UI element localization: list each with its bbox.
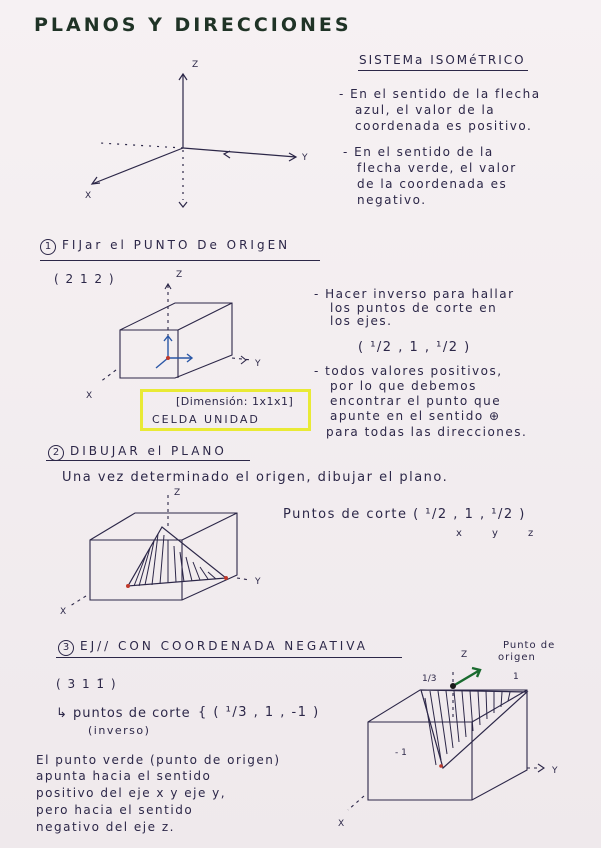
iso-bullet-2-line-1: - En el sentido de la <box>343 145 494 159</box>
plane-z-label: Z <box>174 488 181 498</box>
section-3-note-line-3: positivo del eje x y eje y, <box>36 786 227 800</box>
iso-bullet-2-line-4: negativo. <box>357 193 427 207</box>
iso-bullet-1-line-1: - En el sentido de la flecha <box>339 87 541 101</box>
cut-point-axis-z: z <box>528 528 535 539</box>
z-axis-label: Z <box>192 60 199 70</box>
one-label: 1 <box>513 672 519 682</box>
dimension-label: [Dimensión: 1x1x1] <box>176 395 294 408</box>
section-3-cut-values: { ( ¹/3 , 1 , -1 ) <box>198 705 320 720</box>
plane-x-label: X <box>60 607 67 617</box>
section-3-title: EJ// CON COORDENADA NEGATIVA <box>80 639 368 653</box>
section-1-note-2-line-5: para todas las direcciones. <box>326 425 528 439</box>
iso-bullet-2-line-2: flecha verde, el valor <box>357 161 517 175</box>
cell-x-label: X <box>86 391 93 401</box>
cell-z-label: Z <box>176 270 183 280</box>
section-1-coords: ( 2 1 2 ) <box>54 272 116 286</box>
section-1-note-2-line-2: por lo que debemos <box>330 379 477 393</box>
plane-y-label: Y <box>255 577 261 587</box>
iso-bullet-1-line-2: azul, el valor de la <box>355 103 496 117</box>
section-3-inverse-label: (inverso) <box>88 724 151 737</box>
page-title: PLANOS Y DIRECCIONES <box>34 14 352 36</box>
section-2-number: 2 <box>48 445 64 461</box>
section-1-note-2-line-3: encontrar el punto que <box>330 394 502 408</box>
section-1-note-1-line-1: - Hacer inverso para hallar <box>314 287 515 301</box>
section-2-title: DIBUJAR el PLANO <box>70 444 227 458</box>
section-3-cut-label: ↳ puntos de corte <box>56 706 191 721</box>
neg-z-label: Z <box>461 650 468 660</box>
section-1-note-2-line-4: apunte en el sentido ⊕ <box>330 409 501 423</box>
origin-label-line-1: Punto de <box>503 640 556 651</box>
section-2-instruction: Una vez determinado el origen, dibujar el plano. <box>62 470 449 485</box>
cut-point-axis-y: y <box>492 528 500 539</box>
minus-one-label: - 1 <box>395 748 407 758</box>
section-3-note-line-1: El punto verde (punto de origen) <box>36 753 281 767</box>
section-1-note-1-line-2: los puntos de corte en <box>330 301 498 315</box>
y-axis-label: Y <box>302 153 308 163</box>
unit-cell-label: CELDA UNIDAD <box>152 413 260 426</box>
section-3-note-line-5: negativo del eje z. <box>36 820 175 834</box>
cell-y-label: Y <box>255 359 261 369</box>
section-3-coords: ( 3 1 1̄ ) <box>56 677 118 691</box>
x-axis-label: X <box>85 191 92 201</box>
section-3-note-line-4: pero hacia el sentido <box>36 803 194 817</box>
section-1-note-1-line-3: los ejes. <box>330 314 393 328</box>
section-1-fractions: ( ¹/2 , 1 , ¹/2 ) <box>358 340 471 355</box>
section-3-note-line-2: apunta hacia el sentido <box>36 769 212 783</box>
iso-heading: SISTEMa ISOMéTRICO <box>359 53 526 67</box>
section-1-note-2-line-1: - todos valores positivos, <box>314 364 503 378</box>
cut-point-axis-x: x <box>456 528 464 539</box>
section-3-number: 3 <box>58 640 74 656</box>
third-label: 1/3 <box>422 674 437 684</box>
iso-bullet-2-line-3: de la coordenada es <box>357 177 508 191</box>
neg-x-label: X <box>338 819 345 829</box>
neg-y-label: Y <box>552 766 558 776</box>
section-1-title: FIJar el PUNTO De ORIgEN <box>62 238 291 252</box>
cut-points: Puntos de corte ( ¹/2 , 1 , ¹/2 ) <box>283 507 526 522</box>
iso-bullet-1-line-3: coordenada es positivo. <box>355 119 533 133</box>
section-1-number: 1 <box>40 239 56 255</box>
origin-label-line-2: origen <box>498 652 536 663</box>
